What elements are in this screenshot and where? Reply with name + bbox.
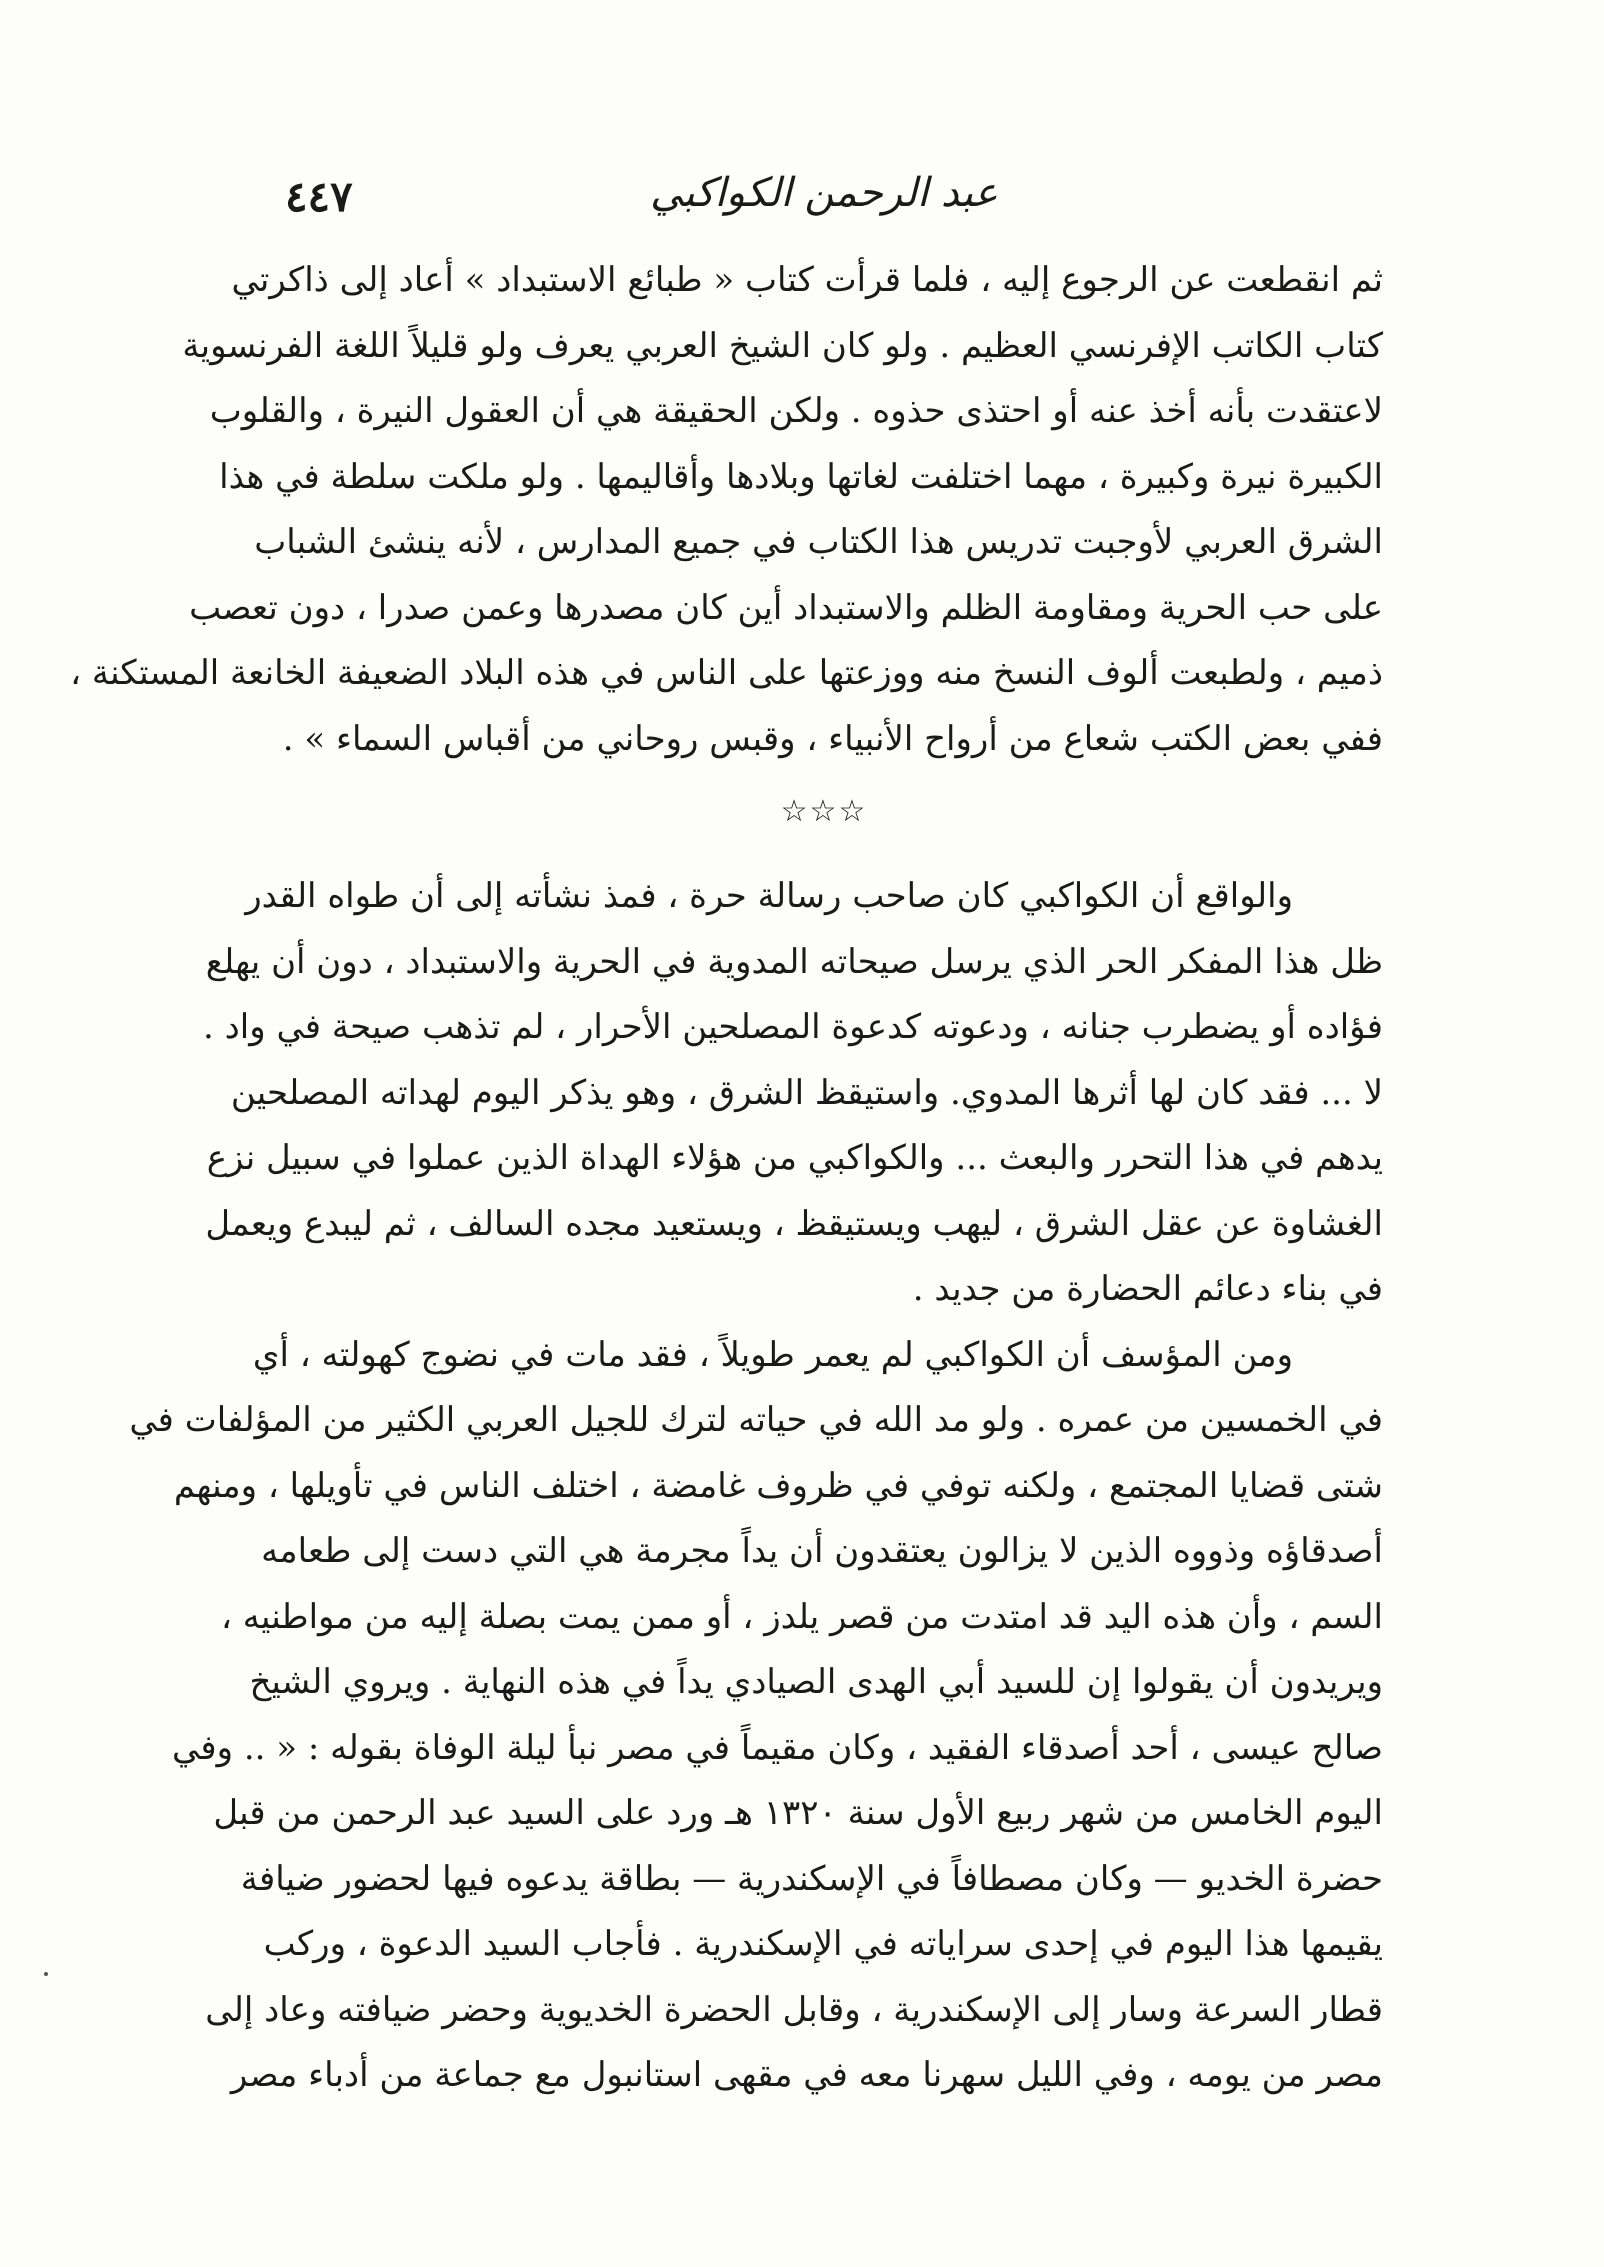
section-separator: ☆☆☆	[780, 794, 868, 829]
paragraph-2	[203, 864, 1383, 1323]
text-line: لا ... فقد كان لها أثرها المدوي. واستيقظ الشرق ، وهو يذكر اليوم لهداته المصلحين	[230, 1072, 1383, 1113]
text-line: كتاب الكاتب الإفرنسي العظيم . ولو كان الشيخ العربي يعرف ولو قليلاً اللغة الفرنسوية	[182, 325, 1383, 366]
text-line: أصدقاؤه وذووه الذين لا يزالون يعتقدون أن يداً مجرمة هي التي دست إلى طعامه	[261, 1531, 1383, 1571]
text-line: فؤاده أو يضطرب جنانه ، ودعوته كدعوة المصلحين الأحرار ، لم تذهب صيحة في واد .	[203, 1007, 1383, 1047]
text-line: حضرة الخديو — وكان مصطافاً في الإسكندرية — بطاقة يدعوه فيها لحضور ضيافة	[240, 1858, 1383, 1899]
text-line: صالح عيسى ، أحد أصدقاء الفقيد ، وكان مقيماً في مصر نبأ ليلة الوفاة بقوله : « .. وفي	[172, 1727, 1383, 1768]
text-line: لاعتقدت بأنه أخذ عنه أو احتذى حذوه . ولكن الحقيقة هي أن العقول النيرة ، والقلوب	[209, 391, 1383, 431]
paragraph-1	[70, 248, 1383, 772]
text-line: يدهم في هذا التحرر والبعث ... والكواكبي من هؤلاء الهداة الذين عملوا في سبيل نزع	[206, 1138, 1383, 1178]
text-line: قطار السرعة وسار إلى الإسكندرية ، وقابل الحضرة الخديوية وحضر ضيافته وعاد إلى	[205, 1989, 1383, 2030]
text-line: ويريدون أن يقولوا إن للسيد أبي الهدى الصيادي يداً في هذه النهاية . ويروي الشيخ	[249, 1662, 1383, 1702]
body-text	[70, 248, 1383, 2109]
text-line: في الخمسين من عمره . ولو مد الله في حياته لترك للجيل العربي الكثير من المؤلفات في	[129, 1400, 1383, 1440]
text-line: على حب الحرية ومقاومة الظلم والاستبداد أين كان مصدرها وعمن صدرا ، دون تعصب	[189, 587, 1383, 628]
page-header	[265, 150, 1383, 240]
text-line: شتى قضايا المجتمع ، ولكنه توفي في ظروف غامضة ، اختلف الناس في تأويلها ، ومنهم	[173, 1465, 1383, 1506]
text-line: مصر من يومه ، وفي الليل سهرنا معه في مقهى استانبول مع جماعة من أدباء مصر	[230, 2055, 1383, 2095]
text-line: ومن المؤسف أن الكواكبي لم يعمر طويلاً ، فقد مات في نضوج كهولته ، أي	[252, 1334, 1293, 1375]
text-line: يقيمها هذا اليوم في إحدى سراياته في الإسكندرية . فأجاب السيد الدعوة ، وركب	[263, 1924, 1383, 1964]
text-line: الكبيرة نيرة وكبيرة ، مهما اختلفت لغاتها وبلادها وأقاليمها . ولو ملكت سلطة في هذا	[219, 456, 1383, 497]
text-line: ففي بعض الكتب شعاع من أرواح الأنبياء ، وقبس روحاني من أقباس السماء » .	[282, 718, 1383, 759]
text-line: ذميم ، ولطبعت ألوف النسخ منه ووزعتها على الناس في هذه البلاد الضعيفة الخانعة المستكنة ،	[70, 653, 1383, 693]
text-line: الشرق العربي لأوجبت تدريس هذا الكتاب في جميع المدارس ، لأنه ينشئ الشباب	[254, 522, 1383, 562]
page-number: ٤٤٧	[285, 172, 353, 221]
text-line: والواقع أن الكواكبي كان صاحب رسالة حرة ، فمذ نشأته إلى أن طواه القدر	[245, 876, 1293, 916]
text-line: اليوم الخامس من شهر ربيع الأول سنة ١٣٢٠ هـ ورد على السيد عبد الرحمن من قبل	[213, 1793, 1383, 1833]
text-line: السم ، وأن هذه اليد قد امتدت من قصر يلدز ، أو ممن يمت بصلة إليه من مواطنيه ،	[221, 1596, 1383, 1637]
running-title: عبد الرحمن الكواكبي	[650, 170, 998, 216]
text-line: في بناء دعائم الحضارة من جديد .	[912, 1269, 1383, 1309]
text-line: ظل هذا المفكر الحر الذي يرسل صيحاته المدوية في الحرية والاستبداد ، دون أن يهلع	[205, 941, 1383, 982]
text-line: الغشاوة عن عقل الشرق ، ليهب ويستيقظ ، ويستعيد مجده السالف ، ثم ليبدع ويعمل	[205, 1203, 1383, 1244]
scan-speck	[44, 1972, 48, 1976]
paragraph-3	[129, 1323, 1383, 2109]
text-line: ثم انقطعت عن الرجوع إليه ، فلما قرأت كتاب « طبائع الاستبداد » أعاد إلى ذاكرتي	[231, 260, 1383, 300]
